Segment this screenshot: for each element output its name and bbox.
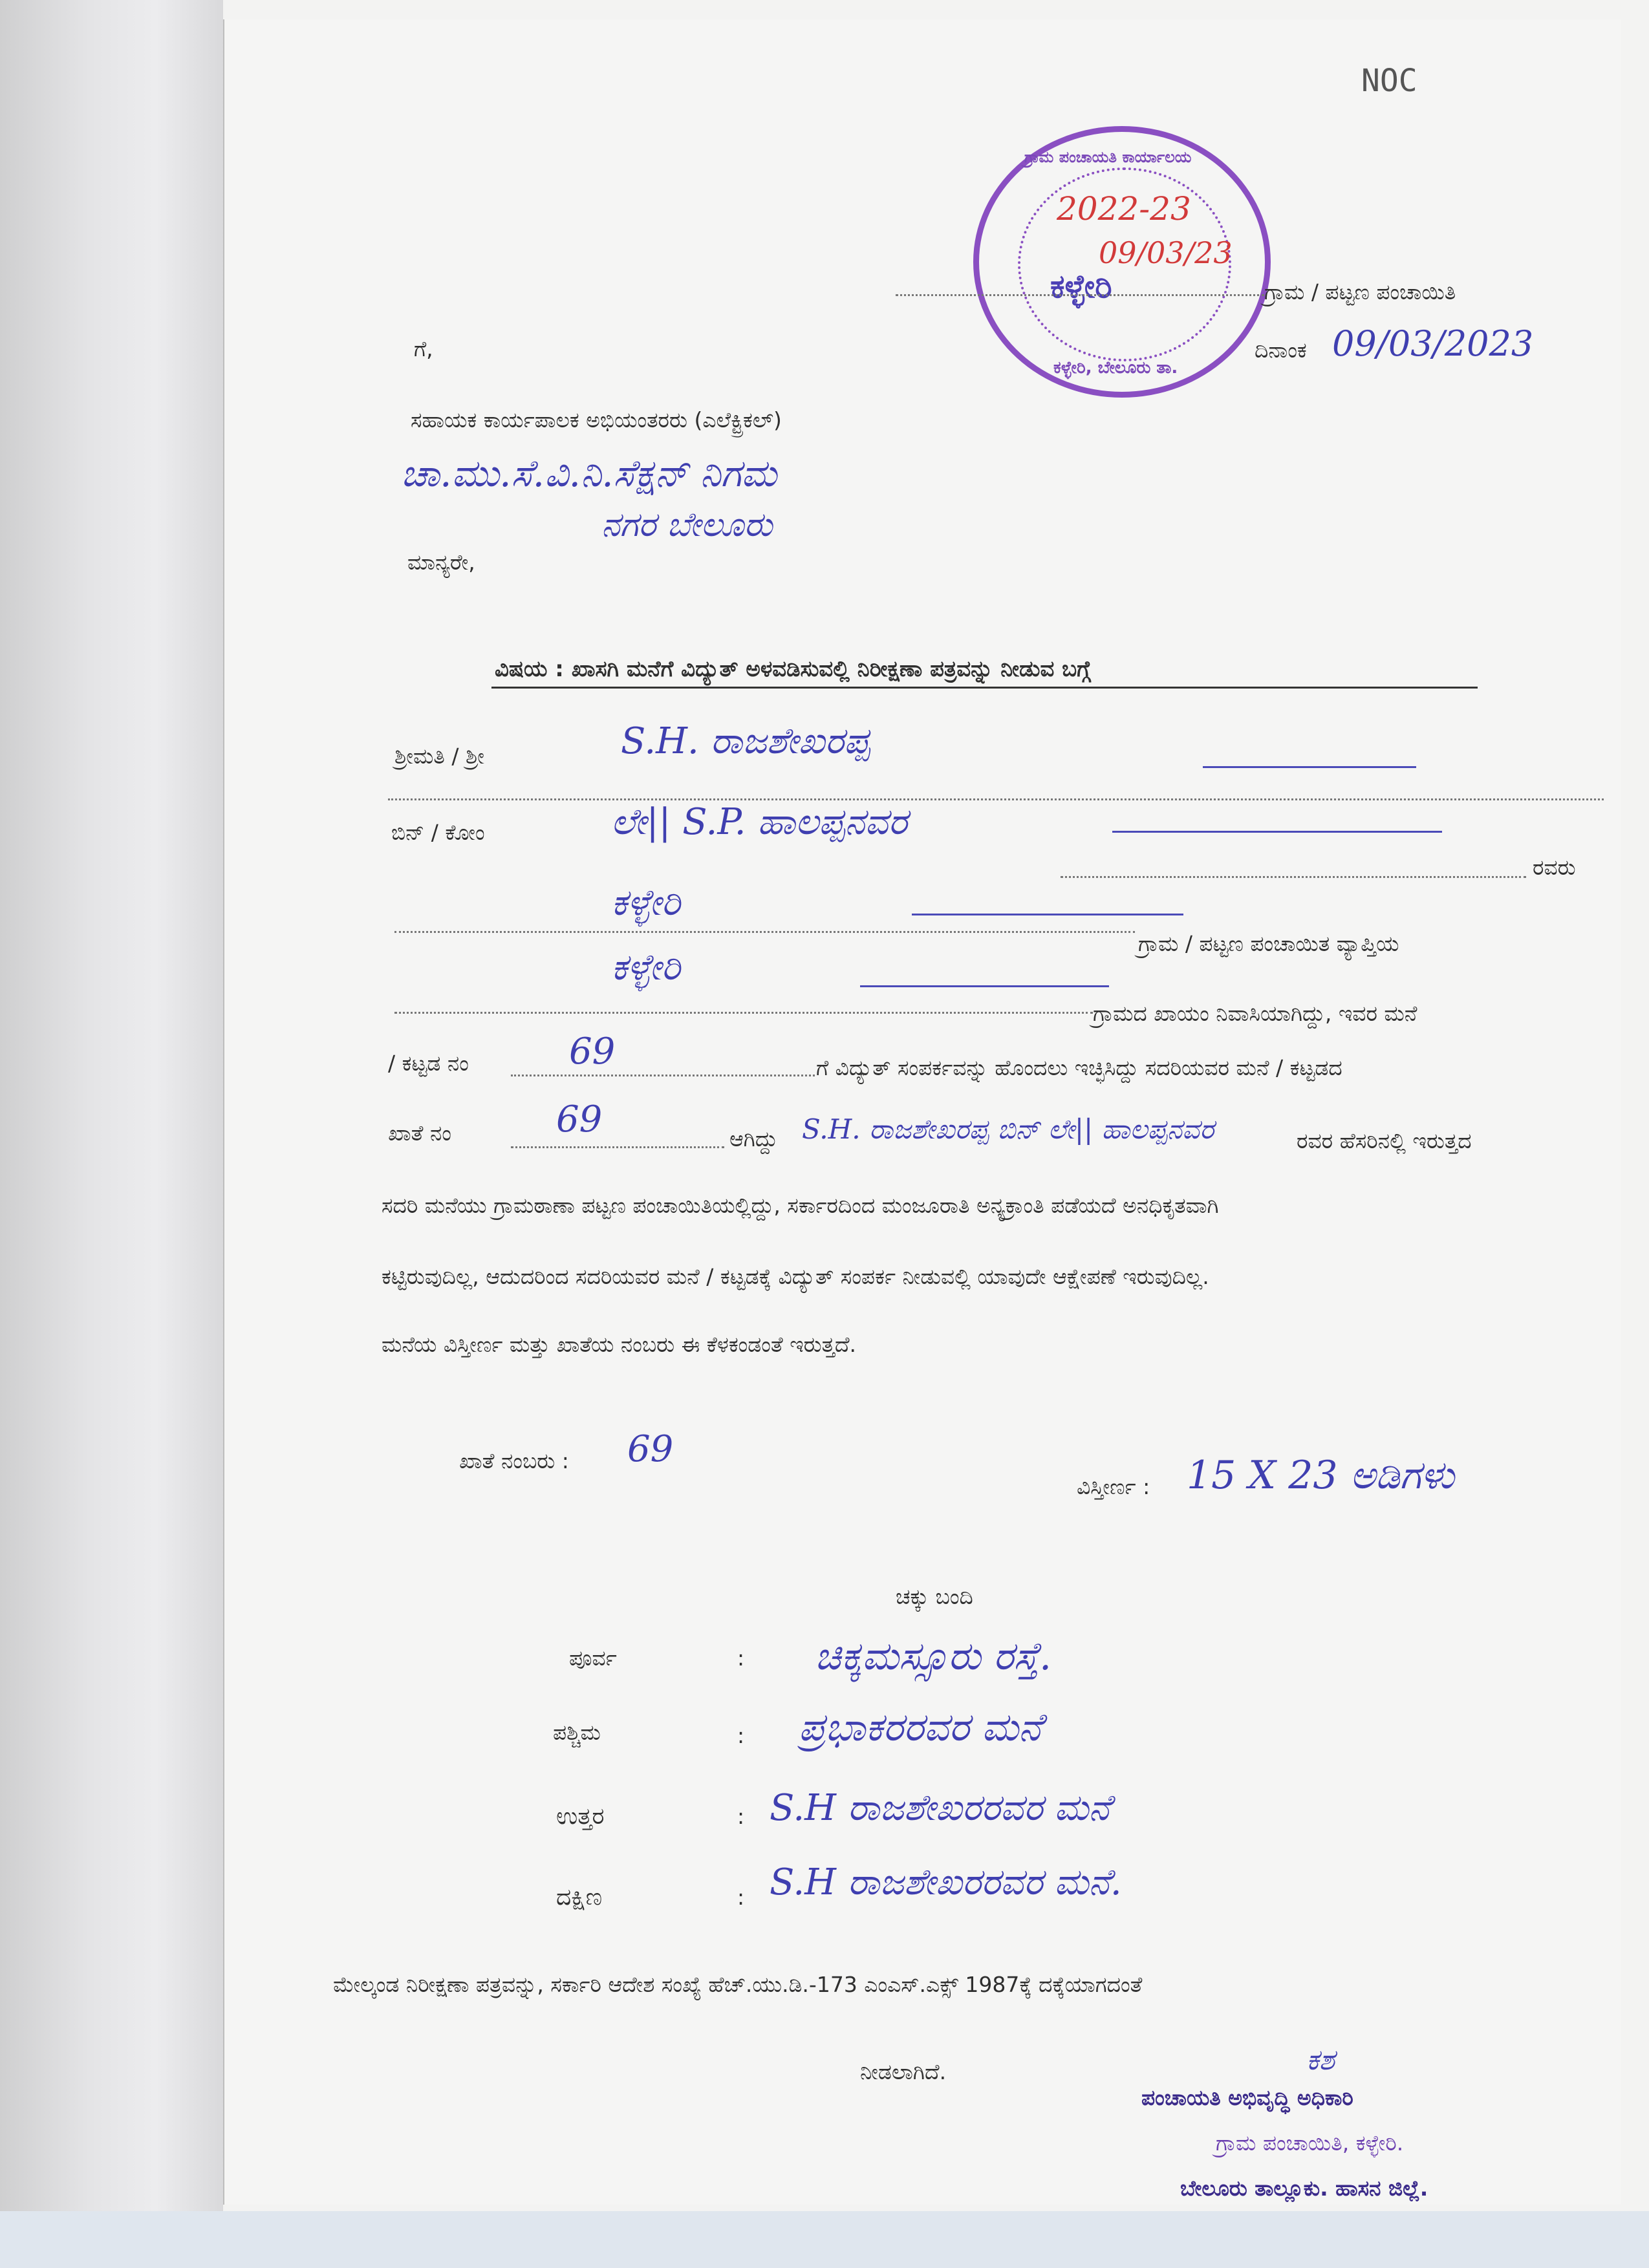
panchayat-label: ಗ್ರಾಮ / ಪಟ್ಟಣ ಪಂಚಾಯಿತಿ [1264,279,1456,305]
khata-value: 69 [556,1098,603,1140]
name-value: S.H. ರಾಜಶೇಖರಪ್ಪ [621,720,870,762]
stamp-date: 09/03/23 [1099,235,1233,270]
building-value: 69 [569,1031,616,1073]
south-label: ದಕ್ಷಿಣ [556,1884,603,1910]
area-value: 15 X 23 ಅಡಿಗಳು [1187,1453,1455,1498]
signature-panchayat: ಗ್ರಾಮ ಪಂಚಾಯಿತಿ, ಕಳ್ಳೇರಿ. [1216,2130,1404,2156]
name-label: ಶ್ರೀಮತಿ / ಶ್ರೀ [394,744,485,769]
stamp-ring-bottom: ಕಳ್ಳೇರಿ, ಬೇಲೂರು ತಾ. [1053,358,1178,378]
designation: ಸಹಾಯಕ ಕಾರ್ಯಪಾಲಕ ಅಭಿಯಂತರರು (ಎಲೆಕ್ಟ್ರಿಕಲ್) [411,407,782,433]
village2-value: ಕಳ್ಳೇರಿ [611,947,681,989]
building-label: / ಕಟ್ಟಡ ನಂ [388,1051,469,1076]
north-value: S.H ರಾಜಶೇಖರರವರ ಮನೆ [770,1787,1110,1829]
place-handwritten: ನಗರ ಬೇಲೂರು [601,506,773,544]
relation-label: ಬಿನ್ / ಕೋಂ [391,820,485,845]
village-text: ಗ್ರಾಮ / ಪಟ್ಟಣ ಪಂಚಾಯಿತ ವ್ಯಾಪ್ತಿಯ [1138,931,1399,956]
org-handwritten: ಚಾ.ಮು.ಸೆ.ವಿ.ನಿ.ಸೆಕ್ಷನ್ ನಿಗಮ [401,451,777,495]
east-value: ಚಿಕ್ಕಮಸ್ಸೂರು ರಸ್ತೆ. [815,1634,1052,1679]
ravaru-label: ರವರು [1533,855,1576,880]
east-label: ಪೂರ್ವ [569,1645,617,1671]
stamp-number: 2022-23 [1057,190,1191,228]
area-label: ವಿಸ್ತೀರ್ಣ : [1077,1474,1150,1499]
village-value: ಕಳ್ಳೇರಿ [611,882,681,924]
north-label: ಉತ್ತರ [556,1803,605,1830]
signature-taluk: ಬೇಲೂರು ತಾಲ್ಲೂಕು. ಹಾಸನ ಜಿಲ್ಲೆ. [1180,2176,1428,2201]
scan-bottom-edge [0,2211,1649,2268]
khata-number-value: 69 [627,1428,674,1470]
signature-title: ಪಂಚಾಯತಿ ಅಭಿವೃದ್ಧಿ ಅಧಿಕಾರಿ [1141,2085,1353,2110]
subject-line: ವಿಷಯ : ಖಾಸಗಿ ಮನೆಗೆ ವಿದ್ಯುತ್ ಅಳವಡಿಸುವಲ್ಲಿ ನಿರೀಕ್ಷಣಾ ಪತ್ರವನ್ನು ನೀಡುವ ಬಗ್ಗೆ [495,656,1091,682]
khata-end: ರವರ ಹೆಸರಿನಲ್ಲಿ ಇರುತ್ತದ [1297,1128,1472,1153]
south-value: S.H ರಾಜಶೇಖರರವರ ಮನೆ. [770,1861,1122,1903]
relation-value: ಲೇ|| S.P. ಹಾಲಪ್ಪನವರ [611,801,908,843]
body-line-9: ಮನೆಯ ವಿಸ್ತೀರ್ಣ ಮತ್ತು ಖಾತೆಯ ನಂಬರು ಈ ಕೆಳಕಂಡಂತೆ ಇರುತ್ತದೆ. [382,1332,857,1357]
salutation: ಮಾನ್ಯರೇ, [407,550,475,575]
footer-line-2: ನೀಡಲಾಗಿದೆ. [860,2059,947,2084]
khata-label: ಖಾತೆ ನಂ [388,1120,451,1146]
stamp-name: ಕಳ್ಳೇರಿ [1050,268,1112,305]
khata-mid: ಆಗಿದ್ದು [729,1126,778,1151]
noc-note: NOC [1361,63,1417,99]
building-text: ಗೆ ವಿದ್ಯುತ್ ಸಂಪರ್ಕವನ್ನು ಹೊಂದಲು ಇಚ್ಛಿಸಿದ್ದು ಸದರಿಯವರ ಮನೆ / ಕಟ್ಟಡದ [816,1055,1342,1080]
body-line-7: ಸದರಿ ಮನೆಯು ಗ್ರಾಮಠಾಣಾ ಪಟ್ಟಣ ಪಂಚಾಯಿತಿಯಲ್ಲಿದ್ದು, ಸರ್ಕಾರದಿಂದ ಮಂಜೂರಾತಿ ಅನ್ಯಕ್ರಾಂತಿ ಪಡೆಯದೆ ಅನಧಿಕೃತವಾಗಿ [382,1193,1219,1218]
khata-number-label: ಖಾತೆ ನಂಬರು : [459,1448,569,1473]
date-value: 09/03/2023 [1332,323,1534,364]
body-line-8: ಕಟ್ಟಿರುವುದಿಲ್ಲ, ಆದುದರಿಂದ ಸದರಿಯವರ ಮನೆ / ಕಟ್ಟಡಕ್ಕೆ ವಿದ್ಯುತ್ ಸಂಪರ್ಕ ನೀಡುವಲ್ಲಿ ಯಾವುದೇ ಆಕ್ಷೇಪಣೆ ಇರುವುದಿಲ್ಲ. [382,1264,1209,1289]
west-label: ಪಶ್ಚಿಮ [553,1720,601,1745]
binding-spine [0,0,223,2268]
west-value: ಪ್ರಭಾಕರರವರ ಮನೆ [799,1705,1042,1750]
footer-line-1: ಮೇಲ್ಕಂಡ ನಿರೀಕ್ಷಣಾ ಪತ್ರವನ್ನು, ಸರ್ಕಾರಿ ಆದೇಶ ಸಂಖ್ಯೆ ಹೆಚ್.ಯು.ಡಿ.-173 ಎಂಎಸ್.ಎಕ್ಸ್ 1987ಕ್ಕೆ ದಕ್ಕೆಯಾಗದಂತೆ [333,1972,1143,1997]
panchayat-seal-stamp [973,126,1271,398]
scanned-noc-page: NOC ಗ್ರಾಮ ಪಂಚಾಯತಿ ಕಾರ್ಯಾಲಯ ಕಳ್ಳೇರಿ, ಬೇಲೂರು ತಾ. 2022-23 09/03/23 ಕಳ್ಳೇರಿ ಗ್ರಾಮ / ಪಟ್ಟಣ ಪಂಚಾಯಿತಿ ದಿನಾಂಕ 09/03/2023 ಗೆ, ಸಹಾಯಕ ಕಾರ್ಯಪಾಲಕ ಅಭಿಯಂತರರು (ಎಲೆಕ್ಟ್ರಿಕಲ್) ಚಾ.ಮು.ಸೆ.ವಿ.ನಿ.ಸೆಕ್ಷನ್ ನಿಗಮ ನಗರ ಬೇಲೂರು ಮಾನ್ಯರೇ, ವಿಷಯ : ಖಾಸಗಿ ಮನೆಗೆ ವಿದ್ಯುತ್ ಅಳವಡಿಸುವಲ್ಲಿ ನಿರೀಕ್ಷಣಾ ಪತ್ರವನ್ನು ನೀಡುವ ಬಗ್ಗೆ ಶ್ರೀಮತಿ / ಶ್ರೀ S.H. ರಾಜಶೇಖರಪ್ಪ ಬಿನ್ / ಕೋಂ ಲೇ|| S.P. ಹಾಲಪ್ಪನವರ ರವರು ಕಳ್ಳೇರಿ ಗ್ರಾಮ / ಪಟ್ಟಣ ಪಂಚಾಯಿತ ವ್ಯಾಪ್ತಿಯ ಕಳ್ಳೇರಿ ಗ್ರಾಮದ ಖಾಯಂ ನಿವಾಸಿಯಾಗಿದ್ದು, ಇವರ ಮನೆ / ಕಟ್ಟಡ ನಂ 69 ಗೆ ವಿದ್ಯುತ್ ಸಂಪರ್ಕವನ್ನು ಹೊಂದಲು ಇಚ್ಛಿಸಿದ್ದು ಸದರಿಯವರ ಮನೆ / ಕಟ್ಟಡದ ಖಾತೆ ನಂ 69 ಆಗಿದ್ದು S.H. ರಾಜಶೇಖರಪ್ಪ ಬಿನ್ ಲೇ|| ಹಾಲಪ್ಪನವರ ರವರ ಹೆಸರಿನಲ್ಲಿ ಇರುತ್ತದ ಸದರಿ ಮನೆಯು ಗ್ರಾಮಠಾಣಾ ಪಟ್ಟಣ ಪಂಚಾಯಿತಿಯಲ್ಲಿದ್ದು, ಸರ್ಕಾರದಿಂದ ಮಂಜೂರಾತಿ ಅನ್ಯಕ್ರಾಂತಿ ಪಡೆಯದೆ ಅನಧಿಕೃತವಾಗಿ ಕಟ್ಟಿರುವುದಿಲ್ಲ, ಆದುದರಿಂದ ಸದರಿಯವರ ಮನೆ / ಕಟ್ಟಡಕ್ಕೆ ವಿದ್ಯುತ್ ಸಂಪರ್ಕ ನೀಡುವಲ್ಲಿ ಯಾವುದೇ ಆಕ್ಷೇಪಣೆ ಇರುವುದಿಲ್ಲ. ಮನೆಯ ವಿಸ್ತೀರ್ಣ ಮತ್ತು ಖಾತೆಯ ನಂಬರು ಈ ಕೆಳಕಂಡಂತೆ ಇರುತ್ತದೆ. ಖಾತೆ ನಂಬರು : 69 ವಿಸ್ತೀರ್ಣ : 15 X 23 ಅಡಿಗಳು ಚಕ್ಕು ಬಂದಿ ಪೂರ್ವ : ಚಿಕ್ಕಮಸ್ಸೂರು ರಸ್ತೆ. ಪಶ್ಚಿಮ : ಪ್ರಭಾಕರರವರ ಮನೆ ಉತ್ತರ : S.H ರಾಜಶೇಖರರವರ ಮನೆ ದಕ್ಷಿಣ : S.H ರಾಜಶೇಖರರವರ ಮನೆ. ಮೇಲ್ಕಂಡ ನಿರೀಕ್ಷಣಾ ಪತ್ರವನ್ನು, ಸರ್ಕಾರಿ ಆದೇಶ ಸಂಖ್ಯೆ ಹೆಚ್.ಯು.ಡಿ.-173 ಎಂಎಸ್.ಎಕ್ಸ್ 1987ಕ್ಕೆ ದಕ್ಕೆಯಾಗದಂತೆ ನೀಡಲಾಗಿದೆ. ಕಶ ಪಂಚಾಯತಿ ಅಭಿವೃದ್ಧಿ ಅಧಿಕಾರಿ ಗ್ರಾಮ ಪಂಚಾಯಿತಿ, ಕಳ್ಳೇರಿ. ಬೇಲೂರು ತಾಲ್ಲೂಕು. ಹಾಸನ ಜಿಲ್ಲೆ. [0,0,1649,2268]
village2-text: ಗ್ರಾಮದ ಖಾಯಂ ನಿವಾಸಿಯಾಗಿದ್ದು, ಇವರ ಮನೆ [1093,1001,1417,1026]
khata-owner: S.H. ರಾಜಶೇಖರಪ್ಪ ಬಿನ್ ಲೇ|| ಹಾಲಪ್ಪನವರ [802,1113,1214,1145]
signature-scribble: ಕಶ [1306,2044,1335,2077]
date-label: ದಿನಾಂಕ [1255,337,1307,363]
stamp-ring-top: ಗ್ರಾಮ ಪಂಚಾಯತಿ ಕಾರ್ಯಾಲಯ [1024,148,1192,166]
to-line: ಗೆ, [414,336,433,361]
boundaries-title: ಚಕ್ಕು ಬಂದಿ [896,1584,973,1609]
